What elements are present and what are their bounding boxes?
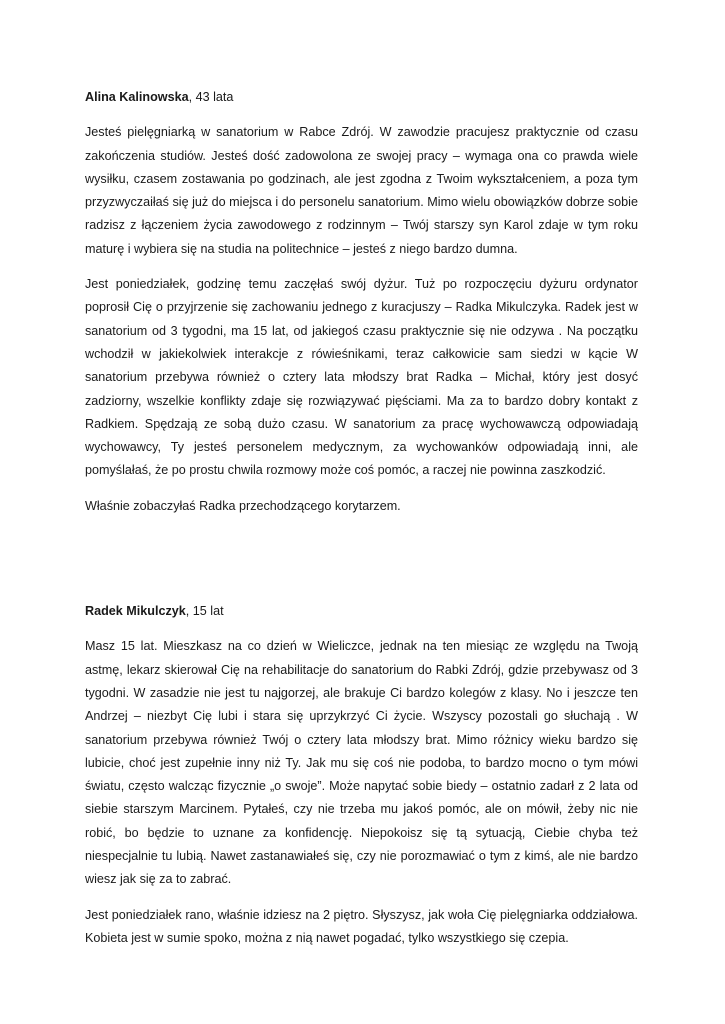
section1-paragraph-3: Właśnie zobaczyłaś Radka przechodzącego korytarzem. <box>85 498 401 513</box>
section1-paragraph-2: Jest poniedziałek, godzinę temu zaczęłaś swój dyżur. Tuż po rozpoczęciu dyżuru ordynator poprosił Cię o przyjrzenie się zachowaniu jednego z kuracjuszy – Radka Mikulczyka. Radek jest w sanatorium od 3 tygodni, ma 15 lat, od jakiegoś czasu praktycznie się nie odzywa . Na początku wchodził w jakiekolwiek interakcje z rówieśnikami, teraz całkowicie sam siedzi w kącie W sanatorium przebywa również o cztery lata młodszy brat Radka – Michał, który jest dosyć zadziorny, wszelkie konflikty zdaje się rozwiązywać pięściami. Ma za to bardzo dobry kontakt z Radkiem. Spędzają ze sobą dużo czasu. W sanatorium za pracę wychowawczą odpowiadają wychowawcy, Ty jesteś personelem medycznym, za wychowanków odpowiadają inni, ale pomyślałaś, że po prostu chwila rozmowy może coś pomóc, a raczej nie powinna zaszkodzić. <box>85 277 638 478</box>
section1-heading <box>85 86 638 109</box>
section2-heading <box>85 600 638 623</box>
section2-paragraph-1: Masz 15 lat. Mieszkasz na co dzień w Wieliczce, jednak na ten miesiąc ze względu na Twoją astmę, lekarz skierował Cię na rehabilitacje do sanatorium do Rabki Zdrój, gdzie przebywasz od 3 tygodni. W zasadzie nie jest tu najgorzej, ale brakuje Ci bardzo kolegów z klasy. No i jeszcze ten Andrzej – niezbyt Cię lubi i stara się uprzykrzyć Ci życie. Wszyscy pozostali go słuchają . W sanatorium przebywa również Twój o cztery lata młodszy brat. Mimo różnicy wieku bardzo się lubicie, choć jest zupełnie inny niż Ty. Jak mu się coś nie podoba, to bardzo mocno o tym mówi światu, często walcząc fizycznie „o swoje”. Może napytać sobie biedy – ostatnio zadarł z 2 lata od siebie starszym Marcinem. Pytałeś, czy nie trzeba mu jakoś pomóc, ale on mówił, żeby nic nie robić, bo będzie to uznane za konfidencję. Niepokoisz się tą sytuacją, Ciebie chyba też niespecjalnie tu lubią. Nawet zastanawiałeś się, czy nie porozmawiać o tym z kimś, ale nie bardzo wiesz jak się za to zabrać. <box>85 639 638 887</box>
section2-age: , 15 lat <box>185 604 224 619</box>
section2-paragraph-2: Jest poniedziałek rano, właśnie idziesz na 2 piętro. Słyszysz, jak woła Cię pielęgniarka oddziałowa. Kobieta jest w sumie spoko, można z nią nawet pogadać, tylko wszystkiego się czepia. <box>85 907 638 945</box>
document-page <box>85 86 638 962</box>
section2-name: Radek Mikulczyk <box>85 604 186 619</box>
section1-age: , 43 lata <box>188 90 234 104</box>
section-gap <box>85 530 638 600</box>
section1-name: Alina Kalinowska <box>85 90 189 104</box>
section1-paragraph-1: Jesteś pielęgniarką w sanatorium w Rabce Zdrój. W zawodzie pracujesz praktycznie od czasu zakończenia studiów. Jesteś dość zadowolona ze swojej pracy – wymaga ona co prawda wiele wysiłku, czasem zostawania po godzinach, ale jest zgodna z Twoim wykształceniem, a poza tym przyzwyczaiłaś się już do miejsca i do personelu sanatorium. Mimo wielu obowiązków dobrze sobie radzisz z łączeniem życia zawodowego z rodzinnym – Twój starszy syn Karol zdaje w tym roku maturę i wybiera się na studia na politechnice – jesteś z niego bardzo dumna. <box>85 125 638 256</box>
